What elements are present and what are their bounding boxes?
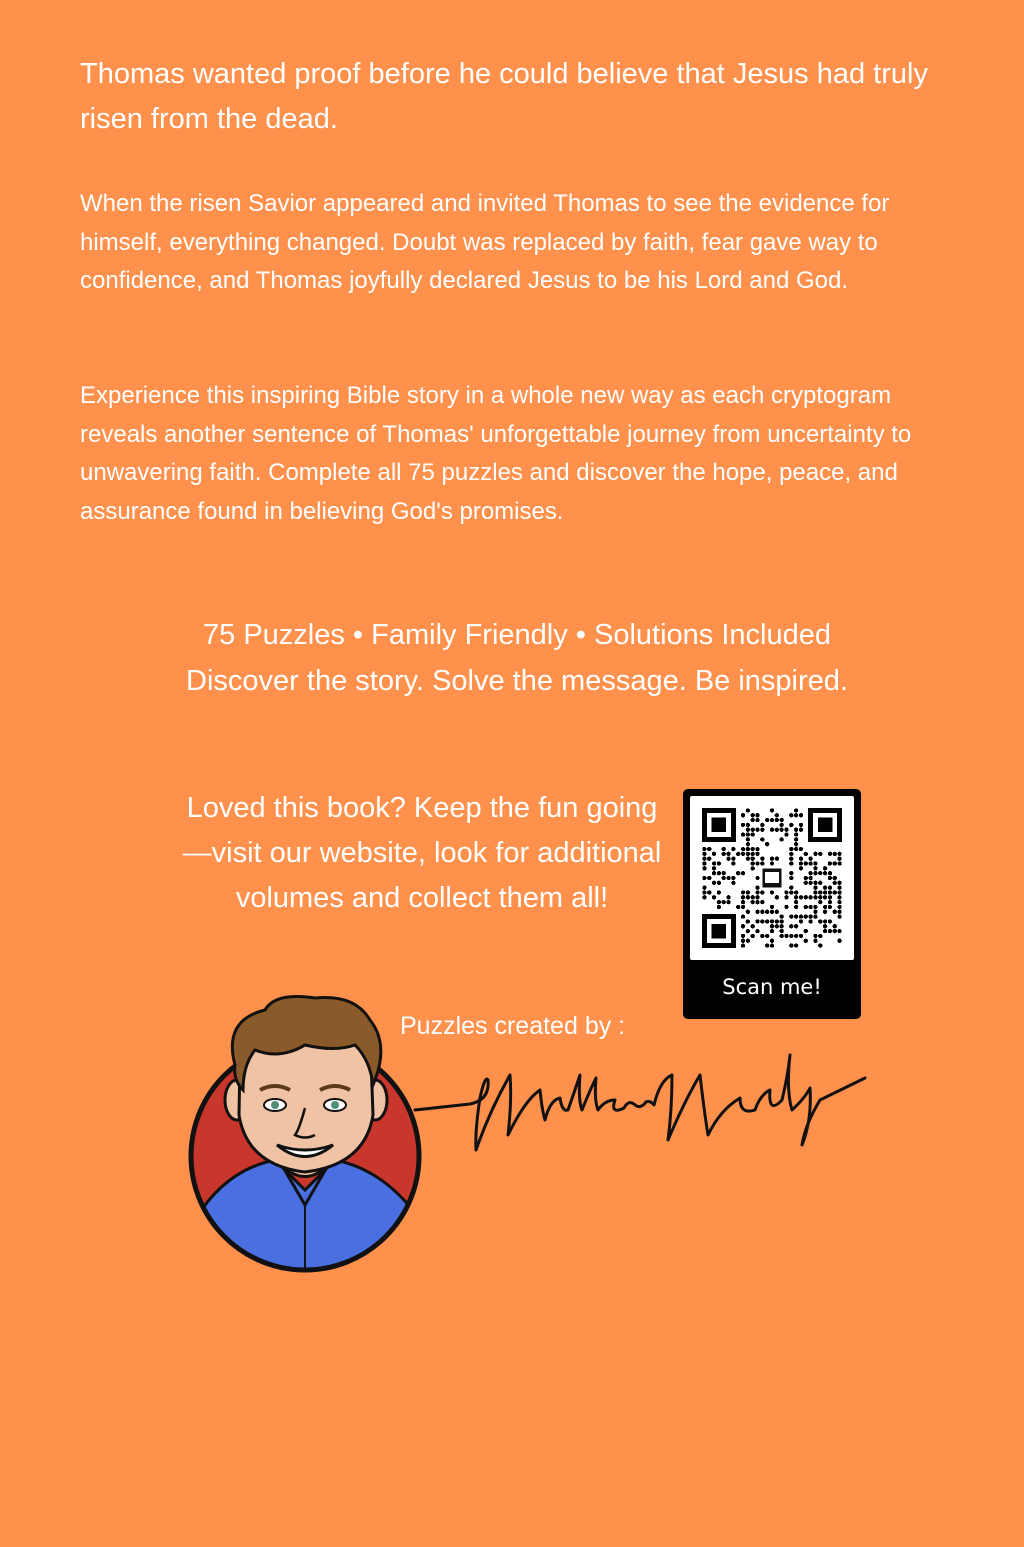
qr-code-panel	[690, 796, 854, 960]
puzzles-created-by-label: Puzzles created by :	[400, 1012, 626, 1040]
tagline: Discover the story. Solve the message. Be inspired.	[186, 665, 848, 697]
intro-heading: Thomas wanted proof before he could believe that Jesus had truly risen from the dead.	[80, 58, 928, 135]
features-line: 75 Puzzles • Family Friendly • Solutions Included	[203, 619, 831, 651]
qr-code-card[interactable]	[683, 789, 861, 1019]
scan-me-caption: Scan me!	[722, 975, 822, 999]
author-signature	[410, 1020, 870, 1170]
features-block	[0, 612, 1024, 704]
story-paragraph-2: Experience this inspiring Bible story in a whole new way as each cryptogram reveals another sentence of Thomas' unforgettable journey from uncertainty to unwavering faith. Complete all 75 puzzles and discover the hope, peace, and assurance found in believing God's promises.	[80, 382, 912, 525]
promo-text: Loved this book? Keep the fun going—visit our website, look for additional volumes and collect them all!	[182, 792, 662, 914]
story-paragraph-1: When the risen Savior appeared and invited Thomas to see the evidence for himself, everything changed. Doubt was replaced by faith, fear gave way to confidence, and Thomas joyfully declared Jesus to be his Lord and God.	[80, 190, 890, 294]
qr-code-icon[interactable]	[702, 808, 842, 948]
author-avatar	[185, 990, 425, 1275]
